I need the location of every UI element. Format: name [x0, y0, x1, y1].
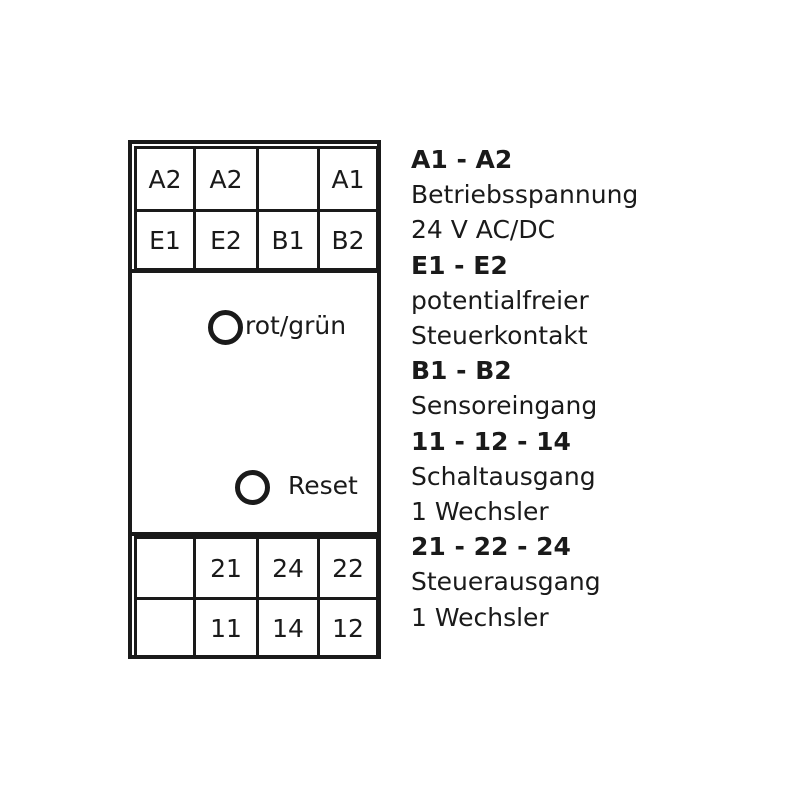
terminal-14: [256, 597, 320, 659]
legend-heading-e1-e2: E1 - E2: [411, 250, 508, 280]
terminal-a1: [317, 146, 379, 212]
terminal-b1: [256, 209, 320, 271]
legend-line: Schaltausgang: [411, 461, 596, 491]
terminal-empty-row3: [134, 536, 196, 600]
legend-heading-b1-b2: B1 - B2: [411, 356, 512, 386]
terminal-label: 24: [272, 553, 304, 583]
terminal-label: E2: [210, 225, 242, 255]
terminal-label: A2: [209, 164, 243, 194]
status-led-icon: [208, 310, 243, 345]
terminal-e2: [193, 209, 259, 271]
terminal-label: E1: [149, 225, 181, 255]
terminal-11: [193, 597, 259, 659]
terminal-label: A1: [331, 164, 365, 194]
terminal-12: [317, 597, 379, 659]
top-block-divider: [132, 269, 377, 273]
terminal-e1: [134, 209, 196, 271]
legend-line: 24 V AC/DC: [411, 215, 556, 245]
terminal-22: [317, 536, 379, 600]
legend-line: Sensoreingang: [411, 391, 598, 421]
legend-heading-21-22-24: 21 - 22 - 24: [411, 532, 571, 562]
terminal-a2-right: [193, 146, 259, 212]
legend-line: 1 Wechsler: [411, 602, 549, 632]
legend-line: Steuerausgang: [411, 567, 601, 597]
terminal-label: 21: [210, 553, 242, 583]
terminal-label: 14: [272, 613, 304, 643]
relay-module-outline: [128, 140, 381, 659]
legend-line: Betriebsspannung: [411, 180, 639, 210]
terminal-label: 11: [210, 613, 242, 643]
terminal-label: B2: [331, 225, 365, 255]
terminal-a2-left: [134, 146, 196, 212]
reset-button[interactable]: [235, 470, 270, 505]
legend-line: potentialfreier: [411, 285, 589, 315]
legend-line: Steuerkontakt: [411, 321, 588, 351]
terminal-label: 22: [332, 553, 364, 583]
terminal-24: [256, 536, 320, 600]
legend-heading-a1-a2: A1 - A2: [411, 145, 513, 174]
terminal-legend: [411, 142, 638, 635]
terminal-empty-row4: [134, 597, 196, 659]
led-label: rot/grün: [245, 311, 347, 340]
terminal-label: A2: [148, 164, 182, 194]
terminal-empty-top: [256, 146, 320, 212]
terminal-21: [193, 536, 259, 600]
terminal-label: B1: [271, 225, 305, 255]
legend-heading-11-12-14: 11 - 12 - 14: [411, 426, 571, 456]
reset-label: Reset: [288, 471, 358, 500]
terminal-b2: [317, 209, 379, 271]
legend-line: 1 Wechsler: [411, 497, 549, 527]
terminal-label: 12: [332, 613, 364, 643]
